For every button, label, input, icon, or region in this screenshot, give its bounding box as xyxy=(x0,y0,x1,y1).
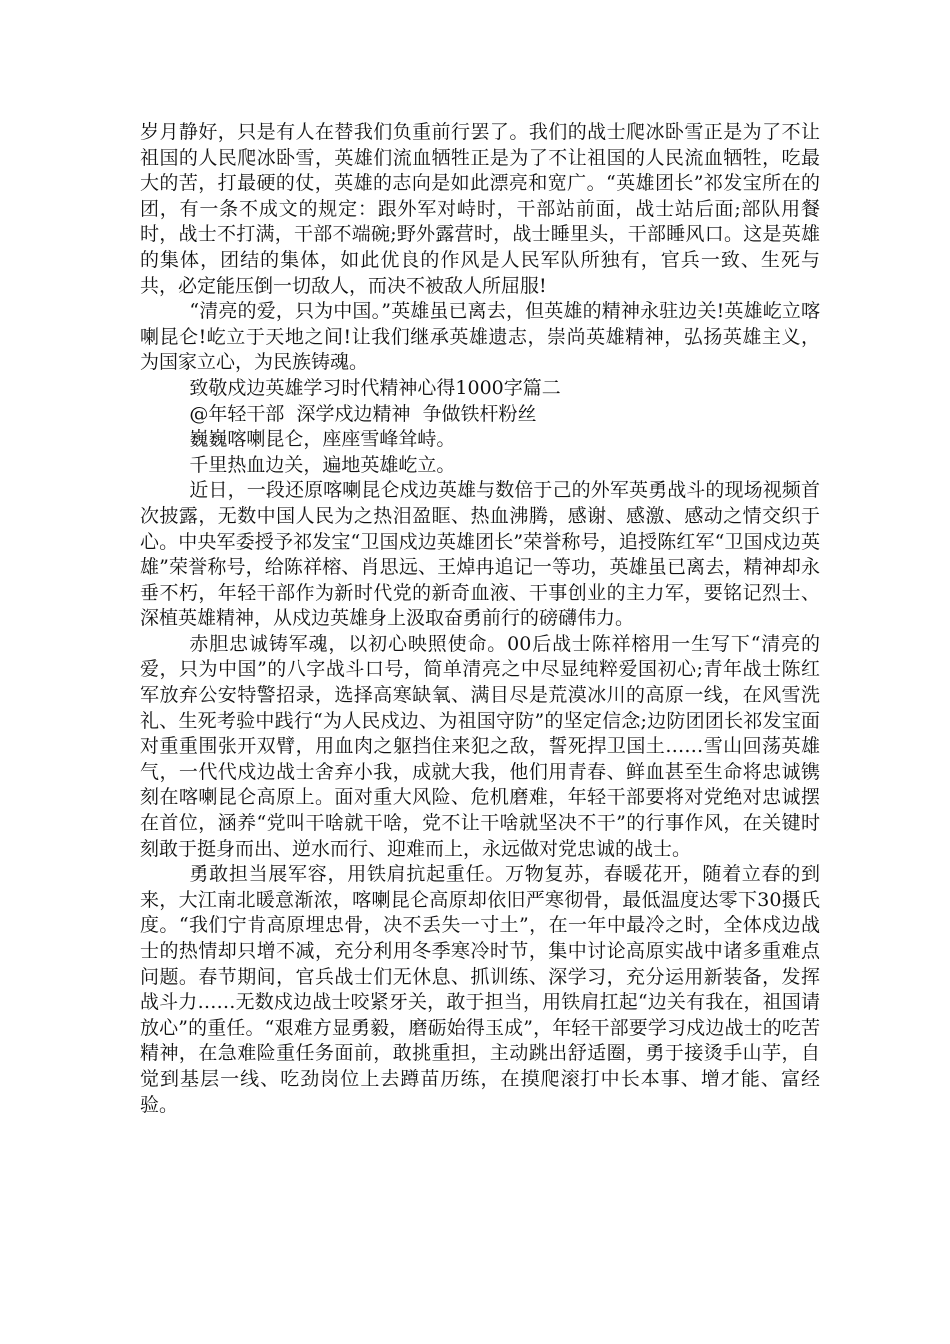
paragraph-loyalty: 赤胆忠诚铸军魂，以初心映照使命。00后战士陈祥榕用一生写下“清亮的爱，只为中国”的八字战斗口号，简单清亮之中尽显纯粹爱国初心;青年战士陈红军放弃公安特警招录，选择高寒缺氧、满目尽是荒漠冰川的高原一线，在风雪洗礼、生死考验中践行“为人民戍边、为祖国守防”的坚定信念;边防团团长祁发宝面对重重围张开双臂，用血肉之躯挡住来犯之敌，誓死捍卫国土……雪山回荡英雄气，一代代戍边战士舍弃小我，成就大我，他们用青春、鲜血甚至生命将忠诚镌刻在喀喇昆仑高原上。面对重大风险、危机磨难，年轻干部要将对党绝对忠诚摆在首位，涵养“党叫干啥就干啥，党不让干啥就坚决不干”的行事作风，在关键时刻敢于挺身而出、逆水而行、迎难而上，永远做对党忠诚的战士。 xyxy=(140,632,820,860)
section-subtitle: @年轻干部 深学戍边精神 争做铁杆粉丝 xyxy=(189,402,537,425)
paragraph-recently: 近日，一段还原喀喇昆仑戍边英雄与数倍于己的外军英勇战斗的现场视频首次披露，无数中国人民为之热泪盈眶、热血沸腾，感谢、感激、感动之情交织于心。中央军委授予祁发宝“卫国戍边英雄团长”荣誉称号，追授陈红军“卫国戍边英雄”荣誉称号，给陈祥榕、肖思远、王焯冉追记一等功，英雄虽已离去，精神却永垂不朽，年轻干部作为新时代党的新奇血液、干事创业的主力军，要铭记烈士、深植英雄精神，从戍边英雄身上汲取奋勇前行的磅礴伟力。 xyxy=(140,479,820,630)
verse-line-2: 千里热血边关，遍地英雄屹立。 xyxy=(189,453,456,476)
paragraph-responsibility: 勇敢担当展军容，用铁肩抗起重任。万物复苏，春暖花开，随着立春的到来，大江南北暖意渐浓，喀喇昆仑高原却依旧严寒彻骨，最低温度达零下30摄氏度。“我们宁肯高原埋忠骨，决不丢失一寸土”，在一年中最冷之时，全体戍边战士的热情却只增不减，充分利用冬季寒冷时节，集中讨论高原实战中诸多重难点问题。春节期间，官兵战士们无休息、抓训练、深学习，充分运用新装备，发挥战斗力……无数戍边战士咬紧牙关，敢于担当，用铁肩扛起“边关有我在，祖国请放心”的重任。“艰难方显勇毅，磨砺始得玉成”，年轻干部要学习戍边战士的吃苦精神，在急难险重任务面前，敢挑重担，主动跳出舒适圈，勇于接烫手山芋，自觉到基层一线、吃劲岗位上去蹲苗历练，在摸爬滚打中长本事、增才能、富经验。 xyxy=(140,863,820,1116)
verse-line-1: 巍巍喀喇昆仑，座座雪峰耸峙。 xyxy=(189,428,456,451)
document-body xyxy=(140,120,820,1118)
paragraph-clear-love: “清亮的爱，只为中国。”英雄虽已离去，但英雄的精神永驻边关!英雄屹立喀喇昆仑!屹立于天地之间!让我们继承英雄遗志，崇尚英雄精神，弘扬英雄主义，为国家立心，为民族铸魂。 xyxy=(140,300,820,374)
section-title: 致敬戍边英雄学习时代精神心得1000字篇二 xyxy=(189,376,561,399)
paragraph-heroic-collective: 岁月静好，只是有人在替我们负重前行罢了。我们的战士爬冰卧雪正是为了不让祖国的人民爬冰卧雪，英雄们流血牺牲正是为了不让祖国的人民流血牺牲，吃最大的苦，打最硬的仗，英雄的志向是如此漂亮和宽广。“英雄团长”祁发宝所在的团，有一条不成文的规定：跟外军对峙时，干部站前面，战士站后面;部队用餐时，战士不打满，干部不端碗;野外露营时，战士睡里头，干部睡风口。这是英雄的集体，团结的集体，如此优良的作风是人民军队所独有，官兵一致、生死与共，必定能压倒一切敌人，而决不被敌人所屈服! xyxy=(140,121,820,297)
